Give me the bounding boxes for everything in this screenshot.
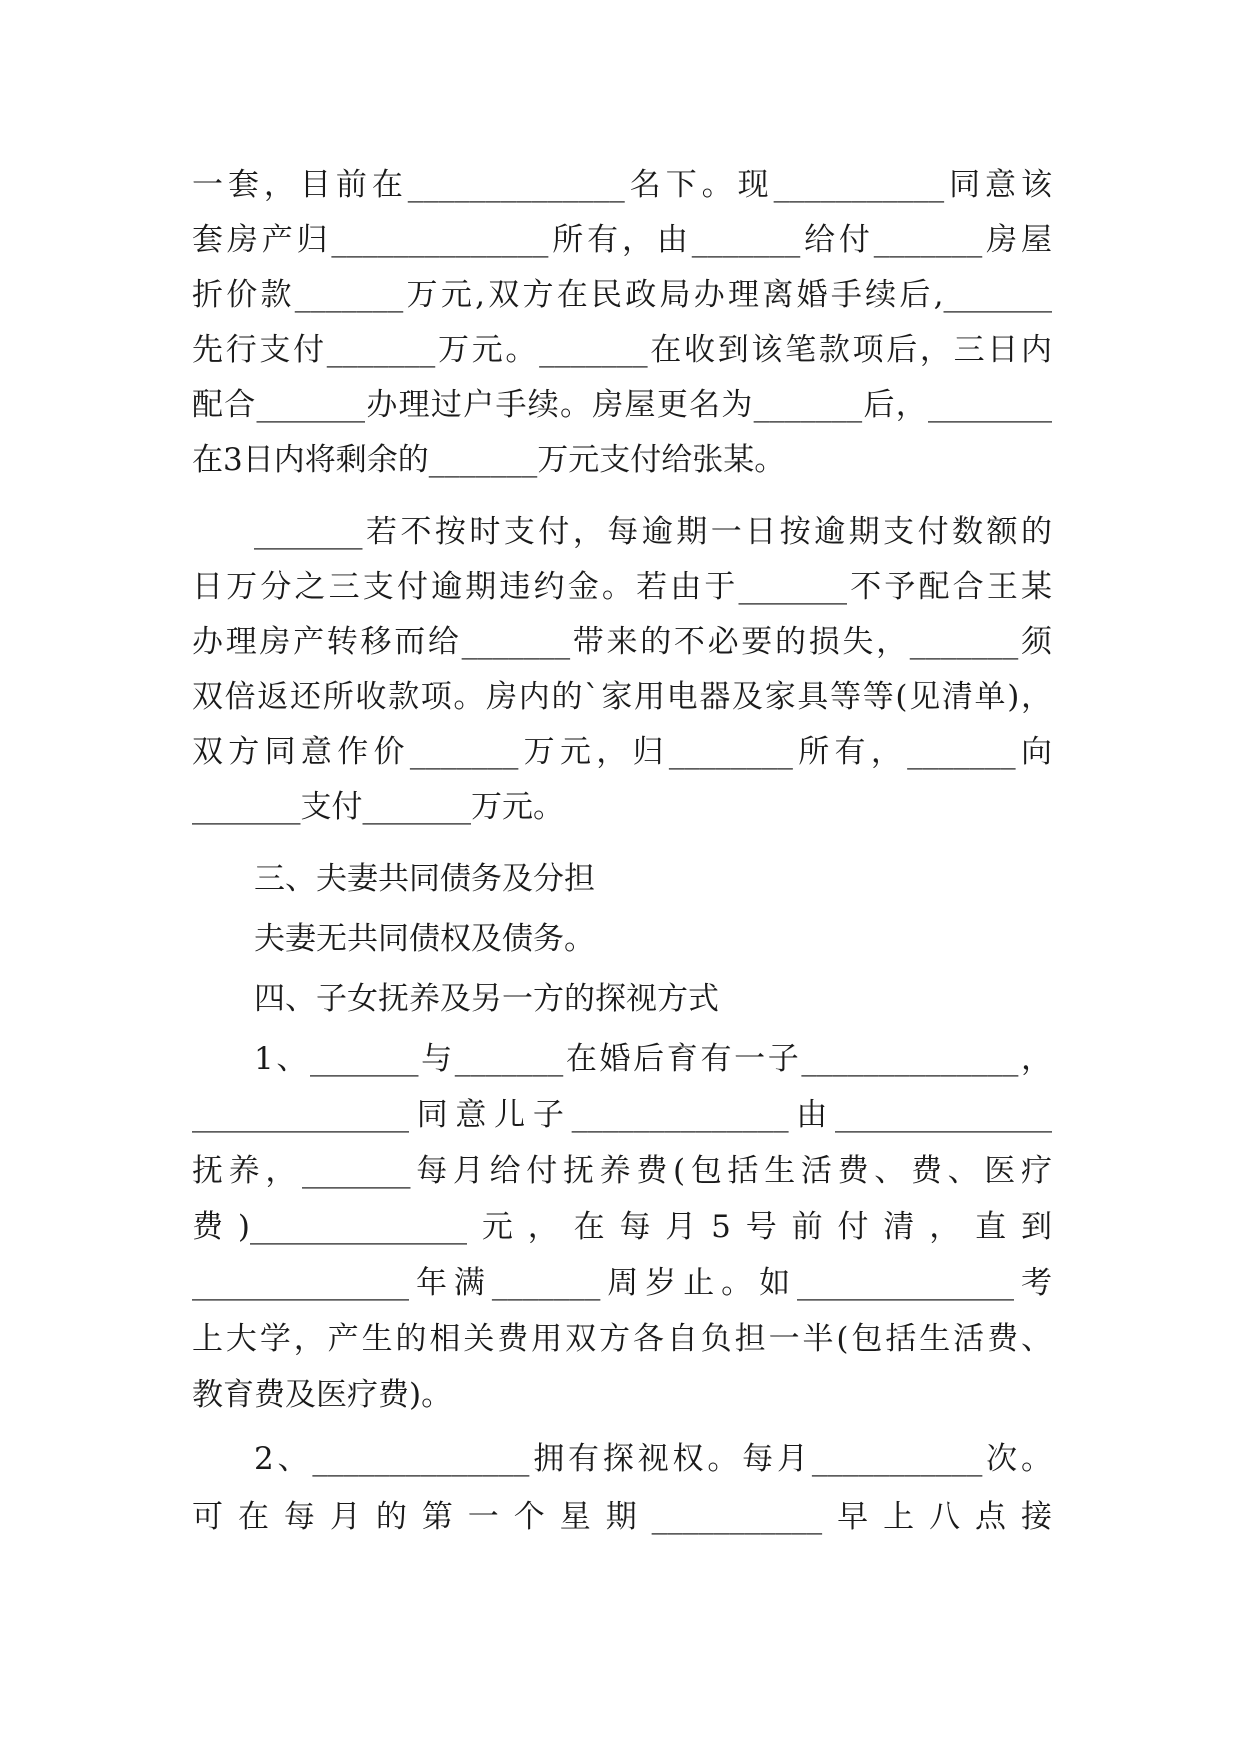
- text-line: 折价款_______万元,双方在民政局办理离婚手续后,_______: [192, 277, 1052, 313]
- text-line: 抚养，_______每月给付抚养费(包括生活费、费、医疗: [192, 1153, 1052, 1189]
- text-line: ______________同意儿子______________由______________: [192, 1097, 1052, 1133]
- text-line: ______________年满_______周岁止。如______________考: [192, 1265, 1052, 1301]
- text-line: 教育费及医疗费)。: [192, 1377, 453, 1413]
- text-line: 一套，目前在______________名下。现___________同意该: [192, 167, 1052, 203]
- text-line: 先行支付_______万元。_______在收到该笔款项后，三日内: [192, 332, 1052, 368]
- section-heading: 四、子女抚养及另一方的探视方式: [254, 981, 719, 1017]
- text-line: 日万分之三支付逾期违约金。若由于_______不予配合王某: [192, 569, 1052, 605]
- text-line: 双方同意作价_______万元，归________所有，_______向: [192, 734, 1052, 770]
- text-line: _______若不按时支付，每逾期一日按逾期支付数额的: [254, 514, 1052, 550]
- text-line: 夫妻无共同债权及债务。: [254, 921, 595, 957]
- text-line: 在3日内将剩余的_______万元支付给张某。: [192, 442, 786, 478]
- text-line: 2、______________拥有探视权。每月___________次。: [254, 1441, 1052, 1477]
- text-line: _______支付_______万元。: [192, 789, 564, 825]
- text-line: 上大学，产生的相关费用双方各自负担一半(包括生活费、: [192, 1321, 1052, 1357]
- text-line: 办理房产转移而给_______带来的不必要的损失，_______须: [192, 624, 1052, 660]
- text-line: 费)______________元，在每月5号前付清，直到: [192, 1209, 1052, 1245]
- text-line: 套房产归______________所有，由_______给付_______房屋: [192, 222, 1052, 258]
- text-line: 可在每月的第一个星期___________早上八点接: [192, 1499, 1052, 1535]
- text-line: 配合_______办理过户手续。房屋更名为_______后，________: [192, 387, 1052, 423]
- section-heading: 三、夫妻共同债务及分担: [254, 861, 595, 897]
- text-line: 1、_______与_______在婚后育有一子______________，: [254, 1041, 1052, 1077]
- text-line: 双倍返还所收款项。房内的`家用电器及家具等等(见清单)，: [192, 679, 1052, 715]
